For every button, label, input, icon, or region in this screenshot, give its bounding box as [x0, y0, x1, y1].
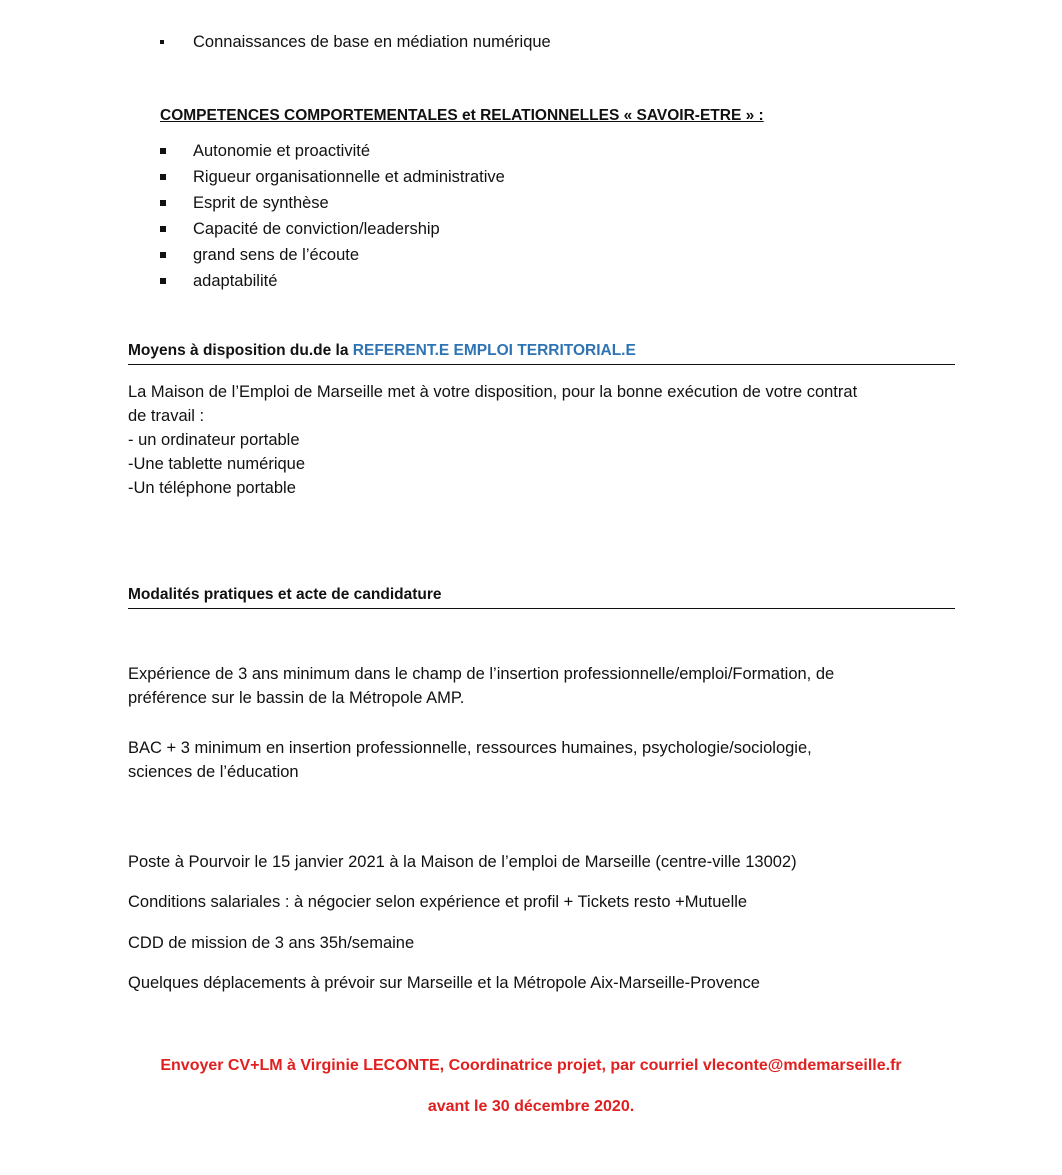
bullet-icon — [160, 200, 166, 206]
paragraph-line: Expérience de 3 ans minimum dans le champ de l’insertion professionnelle/emploi/Formation, de — [128, 665, 835, 683]
start-date-line: Poste à Pourvoir le 15 janvier 2021 à la Maison de l’emploi de Marseille (centre-ville 13002) — [128, 853, 797, 871]
bullet-icon — [160, 278, 166, 284]
paragraph-line: BAC + 3 minimum en insertion professionnelle, ressources humaines, psychologie/sociologie, — [128, 739, 812, 757]
list-item-text: Esprit de synthèse — [193, 194, 329, 212]
bullet-icon — [160, 174, 166, 180]
list-item-text: Rigueur organisationnelle et administrative — [193, 168, 505, 186]
travel-line: Quelques déplacements à prévoir sur Marseille et la Métropole Aix-Marseille-Provence — [128, 974, 760, 992]
paragraph-line: -Un téléphone portable — [128, 479, 296, 497]
section-divider — [128, 608, 955, 609]
means-title-prefix: Moyens à disposition du.de la — [128, 342, 353, 359]
means-paragraph — [128, 380, 958, 500]
list-item-text: Connaissances de base en médiation numérique — [193, 33, 551, 51]
list-item-text: grand sens de l’écoute — [193, 246, 360, 264]
contract-line: CDD de mission de 3 ans 35h/semaine — [128, 934, 415, 952]
application-instructions: Envoyer CV+LM à Virginie LECONTE, Coordinatrice projet, par courriel vleconte@mdemarseille.fr — [160, 1057, 902, 1074]
bullet-icon — [160, 252, 166, 258]
paragraph-line: préférence sur le bassin de la Métropole AMP. — [128, 689, 465, 707]
paragraph-line: sciences de l’éducation — [128, 763, 299, 781]
salary-line: Conditions salariales : à négocier selon expérience et profil + Tickets resto +Mutuelle — [128, 893, 748, 911]
list-item-text: Capacité de conviction/leadership — [193, 220, 440, 238]
behavioral-competences-heading: COMPETENCES COMPORTEMENTALES et RELATIONNELLES « SAVOIR-ETRE » : — [160, 107, 764, 124]
application-deadline: avant le 30 décembre 2020. — [427, 1098, 635, 1115]
bullet-icon — [160, 226, 166, 232]
bullet-icon — [160, 40, 164, 44]
means-section-title — [128, 342, 636, 360]
experience-paragraph — [128, 662, 958, 710]
list-item-text: Autonomie et proactivité — [193, 142, 371, 160]
list-item-text: adaptabilité — [193, 272, 278, 290]
paragraph-line: - un ordinateur portable — [128, 431, 300, 449]
paragraph-line: La Maison de l’Emploi de Marseille met à votre disposition, pour la bonne exécution de votre contrat — [128, 383, 858, 401]
education-paragraph — [128, 736, 958, 784]
job-title-accent: REFERENT.E EMPLOI TERRITORIAL.E — [352, 342, 636, 359]
paragraph-line: de travail : — [128, 407, 205, 425]
paragraph-line: -Une tablette numérique — [128, 455, 306, 473]
section-divider — [128, 364, 955, 365]
terms-section-title: Modalités pratiques et acte de candidature — [128, 586, 442, 603]
bullet-icon — [160, 148, 166, 154]
